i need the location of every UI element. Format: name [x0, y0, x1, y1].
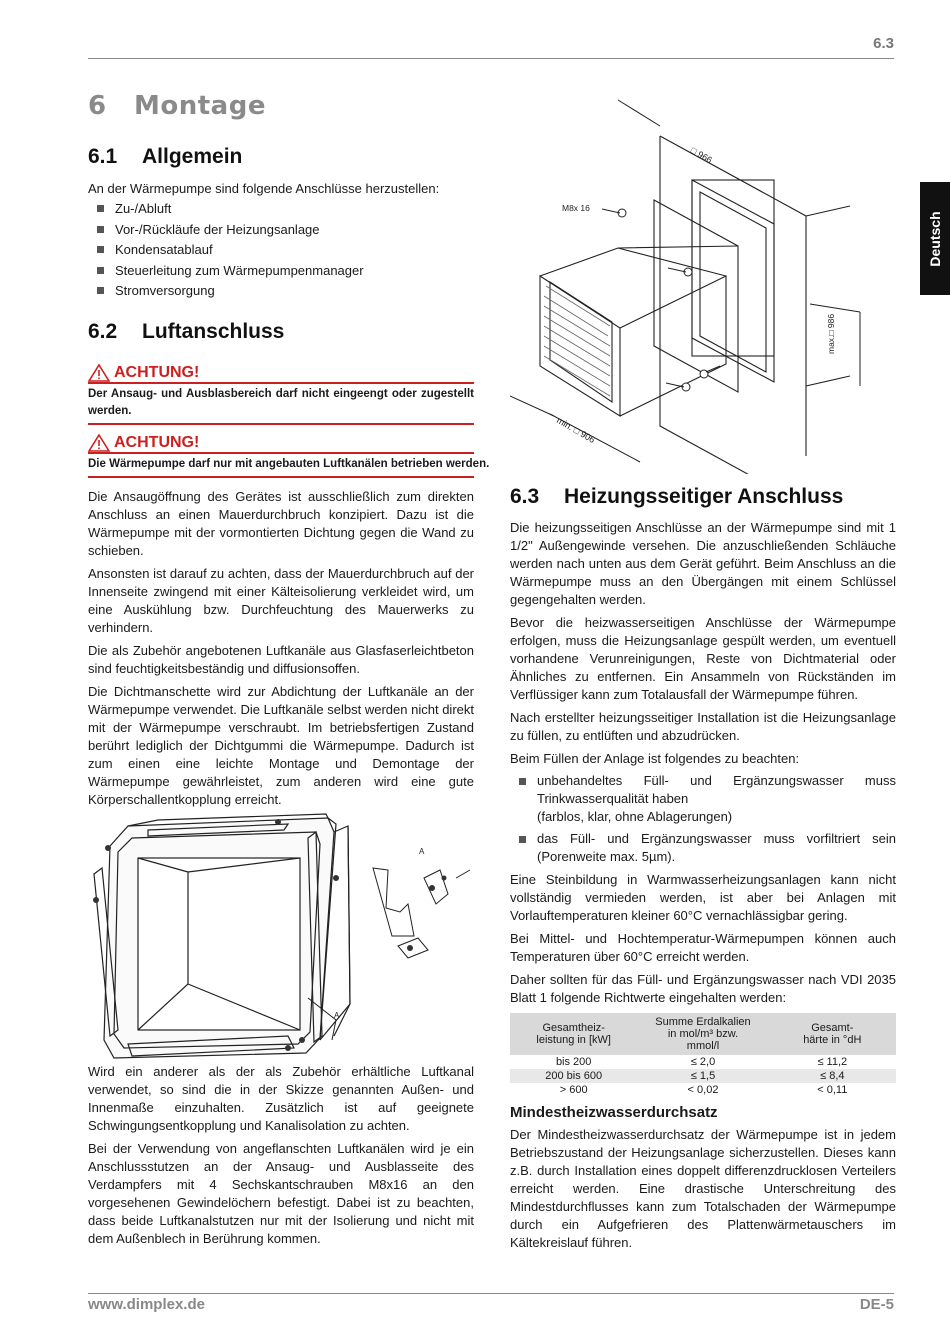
section-6-2-body-2 [88, 1063, 474, 1248]
warning-icon [88, 434, 110, 452]
table-row [510, 1069, 896, 1083]
paragraph: Bei Mittel- und Hochtemperatur-Wärmepumpen können auch Temperaturen über 60°C erreicht werden. [510, 931, 896, 964]
paragraph: Wird ein anderer als der als Zubehör erhältliche Luftkanal verwendet, so sind die in der Skizze genannten Außen- und Innenmaße einzuhalten. Zusätzlich ist auf geeignete Schwingungsentkopplung und Kanalisolation zu achten. [88, 1064, 474, 1133]
bolt-label: M8x 16 [562, 203, 590, 213]
paragraph: Nach erstellter heizungsseitiger Installation ist die Heizungsanlage zu füllen, zu entlüften und abzudrücken. [510, 710, 896, 743]
warning-text: Der Ansaug- und Ausblasbereich darf nicht eingeengt oder zugestellt werden. [88, 388, 474, 417]
dim-max-label: max.□ 986 [826, 313, 836, 354]
warning-rule [88, 382, 474, 384]
list-item: Zu-/Abluft [88, 199, 474, 220]
list-item: unbehandeltes Füll- und Ergänzungswasser muss Trinkwasserqualität haben (farblos, klar, ohne Ablagerungen) [510, 772, 896, 826]
warning-title: ACHTUNG! [114, 434, 200, 451]
table-cell: ≤ 2,0 [690, 1056, 716, 1068]
table-cell: bis 200 [555, 1056, 592, 1068]
table-cell: ≤ 8,4 [769, 1069, 896, 1083]
footer-website-link[interactable]: www.dimplex.de [88, 1296, 205, 1313]
table-cell: < 0,02 [687, 1084, 719, 1096]
section-6-3-body [510, 519, 896, 1007]
table-header: Gesamtheiz- leistung in [kW] [510, 1013, 637, 1055]
warning-text: Die Wärmepumpe darf nur mit angebauten Luftkanälen betrieben werden. [88, 458, 490, 470]
warning-title: ACHTUNG! [114, 364, 200, 381]
language-tab-label: Deutsch [927, 210, 943, 267]
list-item: das Füll- und Ergänzungswasser muss vorfiltriert sein (Porenweite max. 5µm). [510, 830, 896, 866]
paragraph: Bevor die heizwasserseitigen Anschlüsse der Wärmepumpe erfolgen, muss die Heizungsanlage gespült werden, um eventuell vorhandene Verunreinigungen, Reste von Dichtmaterial oder Ähnliches zu entfernen. Ein Ansammeln von Rückständen im Verflüssiger kann zum Totalausfall der Wärmepumpe führen. [510, 615, 896, 702]
header-section-number: 6.3 [873, 35, 894, 52]
list-item: Vor-/Rückläufe der Heizungsanlage [88, 220, 474, 241]
warning-rule [88, 476, 474, 478]
paragraph: Eine Steinbildung in Warmwasserheizungsanlagen kann nicht vollständig vermieden werden, ist aber bei Anlagen mit Vorlauftemperaturen kleiner 60°C vernachlässigbar gering. [510, 872, 896, 923]
connection-list [88, 199, 474, 302]
table-cell: ≤ 11,2 [817, 1056, 848, 1068]
dim-min-label: min. □ 906 [555, 415, 597, 445]
subsection-text: Der Mindestheizwasserdurchsatz der Wärmepumpe ist in jedem Betriebszustand der Heizungsanlage sicherzustellen. Dieses kann z.B. durch Installation eines doppelt differenzdrucklosen Verteilers erreicht werden. Eine drastische Unterschreitung des Mindestdurchflusses kann zum Totalschaden der Wärmepumpe durch ein Aufgefrieren des Plattenwärmetauschers im Kältekreislauf führen. [510, 1127, 896, 1250]
warning-box-2 [88, 434, 490, 478]
paragraph: Die heizungsseitigen Anschlüsse an der Wärmepumpe sind mit 1 1/2" Außengewinde versehen. Die anzuschließenden Schläuche werden nach unten aus dem Gerät geführt. Beim Anschluss an die Wärmepumpe muss an den Übergängen mit einem Schlüssel gegengehalten werden. [510, 520, 896, 607]
paragraph: Beim Füllen der Anlage ist folgendes zu beachten: [510, 751, 800, 766]
table-row [510, 1055, 896, 1069]
list-item: Stromversorgung [88, 281, 474, 302]
chapter-title: 6 Montage [88, 91, 266, 121]
footer-rule [88, 1293, 894, 1294]
paragraph: Die Ansaugöffnung des Gerätes ist ausschließlich zum direkten Anschluss an einen Mauerdurchbruch konzipiert. Dazu ist die Wärmepumpe mit der vormontierten Dichtung gegen die Wand zu schieben. [88, 489, 474, 558]
figure-label-a: A [419, 847, 425, 856]
table-header: Summe Erdalkalien in mol/m³ bzw. mmol/l [637, 1013, 768, 1055]
paragraph: Ansonsten ist darauf zu achten, dass der Mauerdurchbruch auf der Innenseite zwingend mit einer Kälteisolierung verkleidet wird, um eine Auskühlung bzw. Durchfeuchtung des Mauerwerks zu verhindern. [88, 566, 474, 635]
figure-label-a2: A [334, 1011, 340, 1020]
dim-outer-label: □ 966 [689, 145, 714, 166]
table-cell: ≤ 1,5 [637, 1069, 768, 1083]
section-6-2-body [88, 488, 474, 809]
warning-rule [88, 423, 474, 425]
subsection-heading: Mindestheizwasserdurchsatz [510, 1104, 718, 1121]
section-6-1-intro: An der Wärmepumpe sind folgende Anschlüsse herzustellen: [88, 181, 440, 196]
sealing-sleeve-figure [88, 808, 474, 1064]
list-item: Steuerleitung zum Wärmepumpenmanager [88, 261, 474, 282]
table-cell: > 600 [559, 1084, 588, 1096]
table-cell: < 0,11 [817, 1084, 848, 1096]
footer-page-number: DE-5 [859, 1296, 894, 1313]
warning-icon [88, 364, 110, 382]
filling-list [510, 772, 896, 866]
language-tab[interactable] [920, 182, 950, 295]
paragraph: Die als Zubehör angebotenen Luftkanäle aus Glasfaserleichtbeton sind feuchtigkeitsbeständig und diffusionsoffen. [88, 643, 474, 676]
paragraph: Daher sollten für das Füll- und Ergänzungswasser nach VDI 2035 Blatt 1 folgende Richtwerte eingehalten werden: [510, 972, 896, 1005]
table-header: Gesamt- härte in °dH [769, 1013, 896, 1055]
water-values-table [510, 1013, 896, 1097]
paragraph: Die Dichtmanschette wird zur Abdichtung der Luftkanäle an der Wärmepumpe verwendet. Die Luftkanäle selbst werden nicht direkt mit der Wärmepumpe verschraubt. Im betriebsfertigen Zustand berührt lediglich der Dichtgummi die Wärmepumpe. Dadurch ist zum einen eine leichte Montage und Demontage der Wärmepumpe gewährleistet, zum anderen wird eine gute Körperschallentkopplung erreicht. [88, 684, 474, 807]
wall-duct-figure [510, 96, 896, 474]
section-6-3-heading: 6.3 Heizungsseitiger Anschluss [510, 485, 844, 508]
table-cell: 200 bis 600 [510, 1069, 637, 1083]
section-6-1-heading: 6.1 Allgemein [88, 145, 243, 168]
table-row [510, 1083, 896, 1097]
list-item: Kondensatablauf [88, 240, 474, 261]
header-rule [88, 58, 894, 59]
warning-rule [88, 452, 474, 454]
warning-box-1 [88, 364, 474, 425]
section-6-2-heading: 6.2 Luftanschluss [88, 320, 285, 343]
paragraph: Bei der Verwendung von angeflanschten Luftkanälen wird je ein Anschlussstutzen an der Ansaug- und Ausblasseite des Verdampfers mit 4 Sechskantschrauben M8x16 an den vorgesehenen Gewindelöchern befestigt. Dabei ist zu beachten, dass beide Luftkanalstutzen nur mit der Isolierung und nicht mit dem Außenblech in Berührung kommen. [88, 1141, 474, 1246]
